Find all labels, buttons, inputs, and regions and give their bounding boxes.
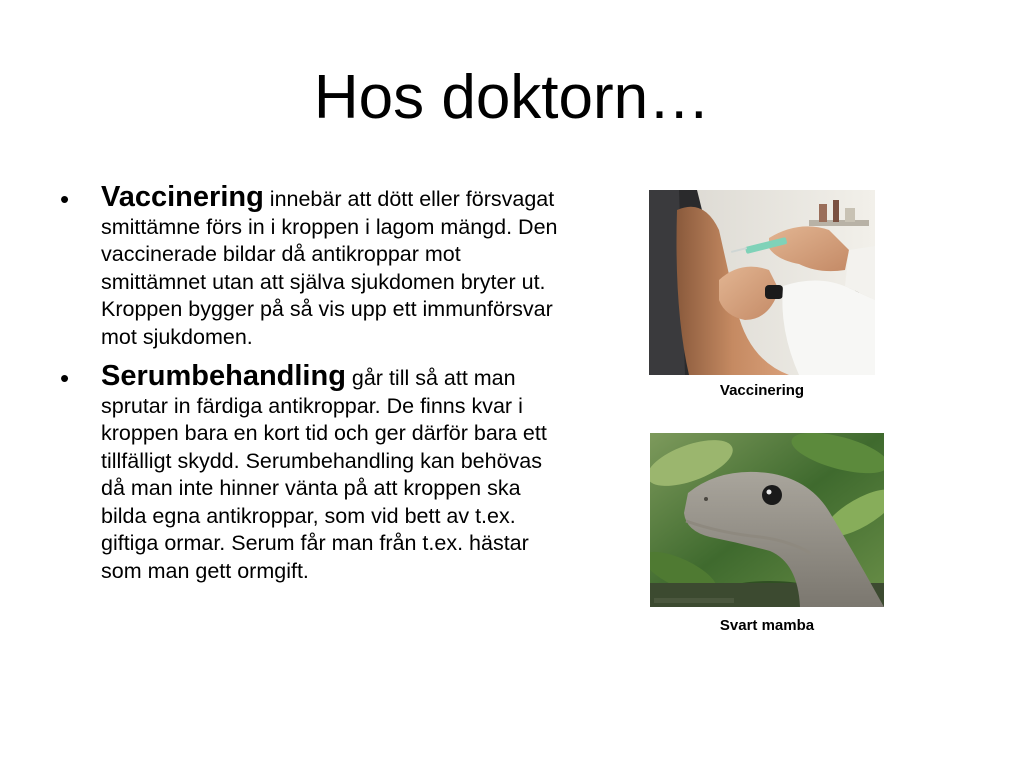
vaccination-photo bbox=[649, 190, 875, 375]
bullet-list bbox=[58, 181, 558, 597]
vaccination-figure bbox=[649, 190, 875, 375]
snake-caption: Svart mamba bbox=[719, 617, 815, 634]
snake-figure bbox=[650, 433, 884, 607]
bullet-term: Serumbehandling bbox=[101, 360, 346, 392]
bullet-text: innebär att dött eller försvagat smittämne förs in i kroppen i lagom mängd. Den vaccinerade bildar då antikroppar mot smittämnet utan att själva sjukdomen bryter ut. Kroppen bygger på så vis upp ett immunförsvar mot sjukdomen. bbox=[101, 187, 558, 349]
bullet-item-serumbehandling bbox=[58, 360, 558, 585]
vaccination-caption: Vaccinering bbox=[719, 382, 805, 399]
bullet-text: går till så att man sprutar in färdiga antikroppar. De finns kvar i kroppen bara en kort tid och ger därför bara ett tillfälligt skydd. Serumbehandling kan behövas då man inte hinner vänta på att kroppen ska bilda egna antikroppar, som vid bett av t.ex. giftiga ormar. Serum får man från t.ex. hästar som man gett ormgift. bbox=[101, 366, 547, 583]
slide-title: Hos doktorn… bbox=[313, 63, 711, 132]
bullet-term: Vaccinering bbox=[101, 181, 264, 213]
black-mamba-photo bbox=[650, 433, 884, 607]
bullet-item-vaccinering bbox=[58, 181, 558, 351]
bullet-icon: • bbox=[60, 184, 70, 214]
bullet-icon: • bbox=[60, 363, 70, 393]
